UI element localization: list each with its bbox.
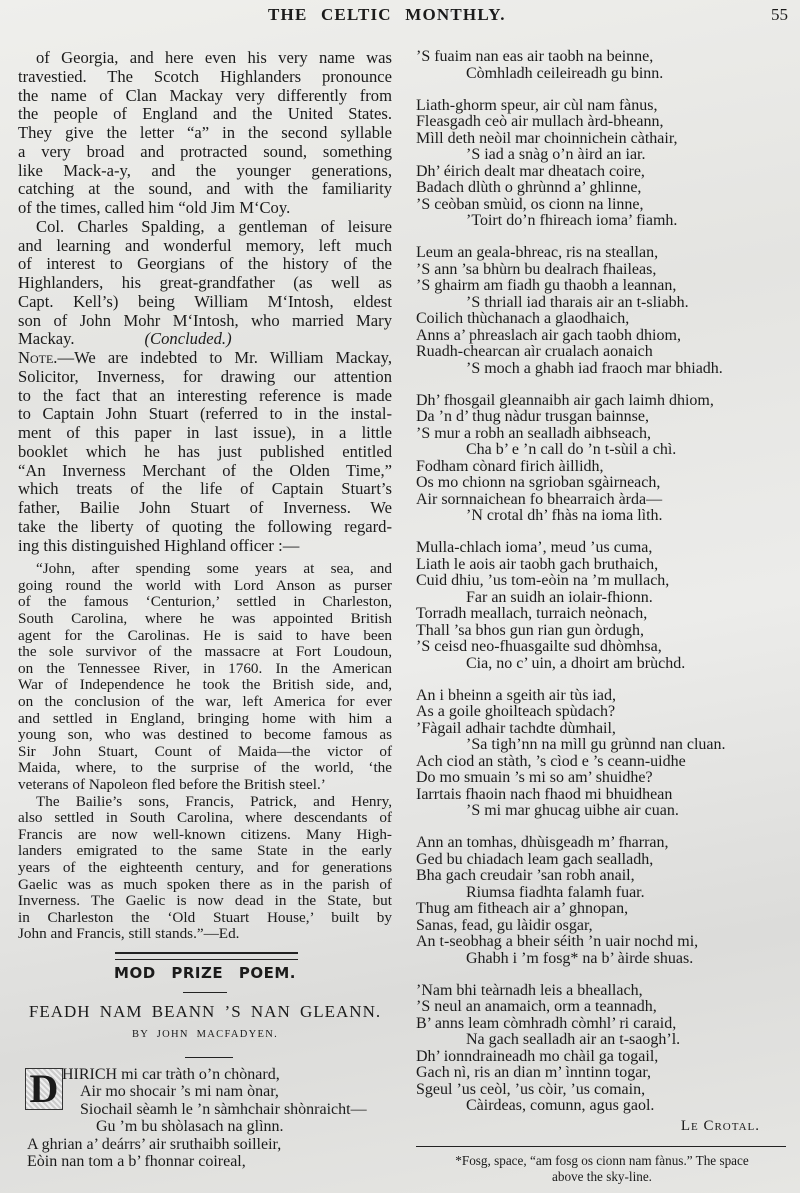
poem-line: Thall ’sa bhos gun rian gun òrdugh, [416, 621, 644, 639]
text-line: landers emigrated to the same State in the early [18, 842, 392, 860]
text-span: booklet which he has just published entitled [18, 441, 392, 461]
left-column-article [18, 49, 392, 943]
text-line [18, 499, 392, 518]
poem-line: ’N crotal dh’ fhàs na ioma lìth. [466, 507, 663, 524]
text-span: take the liberty of quoting the following regard- [18, 516, 392, 536]
poem-line: Ruadh-chearcan aìr crualach aonaich [416, 343, 653, 360]
text-line [18, 105, 392, 124]
text-span: Mackay. [18, 329, 75, 349]
poem-line: A ghrian a’ deárrs’ air sruthaibh soilleir, [27, 1135, 282, 1153]
text-line [18, 443, 392, 462]
byline-rule [185, 1057, 233, 1058]
text-line: John and Francis, still stands.”—Ed. [18, 925, 240, 943]
poem-line: ’Sa tigh’nn na mìll gu grùnnd nan cluan. [466, 736, 726, 753]
text-span: to Captain John Stuart (referred to in the instal- [18, 404, 392, 424]
text-line: The Bailie’s sons, Francis, Patrick, and Henry, [36, 792, 392, 810]
poem-stanza [416, 393, 788, 525]
poem-line: ’S ceisd neo-fhuasgailte sud dhòmhsa, [416, 638, 662, 655]
text-line [18, 87, 392, 106]
text-line [18, 405, 392, 424]
text-line: veterans of Napoleon fled before the British steel.’ [18, 775, 326, 793]
poem-line: ’S iad a snàg o’n àird an iar. [466, 146, 646, 163]
poem-stanza [416, 245, 788, 377]
poem-line: B’ anns leam còmhradh còmhl’ ri caraid, [416, 1014, 677, 1032]
poem-line: ’S mur a robh an sealladh aibhseach, [416, 424, 652, 442]
text-span: like Mack-a-y, and the younger generations, [18, 160, 392, 180]
poem-line: Liath-ghorm speur, air cùl nam fànus, [416, 96, 658, 114]
paragraph [18, 218, 392, 349]
text-line [18, 237, 392, 256]
concluded-note: (Concluded.) [144, 329, 232, 349]
right-column-poem [416, 49, 788, 1185]
text-span: father, Bailie John Stuart of Inverness. We [18, 498, 392, 517]
text-line [18, 368, 392, 387]
poem-line: Air mo shocair ’s mi nam ònar, [80, 1083, 279, 1101]
poem-line: Thug am fitheach air a’ ghnopan, [416, 900, 629, 917]
poem-stanza [416, 688, 788, 820]
text-line: years of the eighteenth century, and for generations [18, 858, 392, 876]
text-line: and settled in England, bringing home with him a [18, 709, 392, 727]
text-line [18, 424, 392, 443]
poem-left-lines [27, 1066, 397, 1170]
text-span: Solicitor, Inverness, for drawing our attention [18, 366, 392, 386]
section-divider [115, 952, 298, 960]
poem-line: As a goile ghoilteach spùdach? [416, 703, 616, 720]
poem-line: Gu ’m bu shòlasach na glìnn. [96, 1118, 284, 1136]
paragraph [18, 349, 392, 555]
poem-line: ’S ceòban smùid, os cionn na linne, [416, 195, 644, 213]
poem-line: Bha gach creudair ’san robh anail, [416, 867, 635, 884]
text-span: the name of Clan Mackay very differently from [18, 85, 392, 105]
poem-byline: BY JOHN MACFADYEN. [131, 1029, 279, 1040]
text-line [18, 162, 392, 181]
poem-line: Iarrtais fhaoin nach fhaod mi bhuidhean [416, 785, 673, 803]
poem-line: Gach nì, ris an dian m’ ìnntinn togar, [416, 1064, 652, 1081]
poem-line: Liath le aois air taobh gach bruthaich, [416, 555, 659, 573]
text-span: ment of this paper in last issue), in a little [18, 423, 392, 442]
text-line [18, 49, 392, 68]
poem-line: ’S neul an anamaich, orm a teannadh, [416, 998, 657, 1015]
poem-line: Dh’ ionndraineadh mo chàil ga togail, [416, 1047, 659, 1065]
poem-line: Far an suidh an iolair-fhionn. [466, 588, 653, 606]
poem-line: ’S thriall iad tharais air an t-sliabh. [466, 293, 689, 311]
poem-line: Dh’ fhosgail gleannaibh air gach laimh dhiom, [416, 391, 714, 409]
poem-line: ’S moch a ghabh iad fraoch mar bhiadh. [466, 359, 723, 377]
poem-line: ’S ghairm am fiadh gu thaobh a leannan, [416, 277, 677, 294]
poem-stanza [416, 983, 788, 1115]
poem-line: ’S mi mar ghucag uibhe air cuan. [466, 802, 679, 819]
poem-signature: Le Crotal. [680, 1118, 760, 1134]
text-line [18, 312, 392, 331]
footnote-line: above the sky-line. [552, 1169, 652, 1184]
text-line [18, 124, 392, 143]
footnote-rule [416, 1146, 786, 1147]
text-span: the people of England and the United States. [18, 104, 392, 124]
text-line [18, 462, 392, 481]
poem-stanza [416, 49, 788, 82]
poem-line: Fodham cònard firich àillidh, [416, 457, 604, 475]
poem-line: Fleasgadh ceò air mullach àrd-bheann, [416, 113, 664, 130]
poem-line: Sgeul ’us ceòl, ’us còir, ’us comain, [416, 1080, 646, 1098]
text-line [18, 518, 392, 537]
poem-line: Cia, no c’ uin, a dhoirt am brùchd. [466, 654, 686, 672]
poem-line: Eòin nan tom a b’ fhonnar coireal, [27, 1152, 246, 1170]
poem-line: Riumsa fiadhta falamh fuar. [466, 883, 645, 901]
poem-line: Coilich thùchanach a glaodhaich, [416, 310, 630, 327]
poem-line: Anns a’ phreaslach air gach taobh dhiom, [416, 326, 681, 344]
journal-title: THE CELTIC MONTHLY. [268, 5, 506, 24]
text-line: Inverness. The Gaelic is now dead in the State, but [18, 892, 392, 910]
text-line: South Carolina, where he was appointed British [18, 610, 392, 628]
poem-line: Mìll deth neòil mar choinnichein càthair, [416, 129, 678, 147]
poem-line: Cha b’ e ’n call do ’n t-sùil a chì. [466, 441, 677, 458]
poem-line: Ann an tomhas, dhùisgeadh m’ fharran, [416, 834, 669, 851]
text-line [18, 255, 392, 274]
text-span: of Georgia, and here even his very name was [36, 48, 392, 67]
text-span: They give the letter “a” in the second syllable [18, 123, 392, 142]
text-line: Gaelic was as much spoken there as in the parish of [18, 875, 392, 893]
section-title: MOD PRIZE POEM. [114, 964, 296, 982]
text-span: which treats of the life of Captain Stuart’s [18, 479, 392, 499]
poem-stanza [416, 540, 788, 672]
poem-line: Ach ciod an stàth, ’s cìod e ’s ceann-uidhe [416, 752, 686, 770]
poem-line: Ghabh i ’m fosg* na b’ àirde shuas. [466, 949, 694, 967]
text-line: the sole survivor of the massacre at Fort Loudoun, [18, 643, 392, 661]
poem-line: ’S fuaim nan eas air taobh na beinne, [416, 48, 654, 65]
text-span: catching at the sound, and with the familiarity [18, 179, 392, 199]
text-line [18, 274, 392, 293]
poem-stanza [416, 98, 788, 230]
poem-line: Air sornnaichean fo bhearraich àrda— [416, 490, 663, 508]
text-line [18, 218, 392, 237]
text-line [18, 330, 392, 349]
text-line: Maida, where, to the surprise of the world, ‘the [18, 759, 392, 777]
text-span: —We are indebted to Mr. William Mackay, [57, 348, 392, 367]
poem-line: Còmhladh ceileireadh gu binn. [466, 64, 664, 82]
poem-title: FEADH NAM BEANN ’S NAN GLEANN. [28, 1002, 382, 1021]
text-span: “An Inverness Merchant of the Olden Time,” [18, 460, 392, 480]
text-span: and learning and wonderful memory, left much [18, 235, 392, 255]
text-line: going round the world with Lord Anson as purser [18, 576, 392, 594]
page-number: 55 [771, 5, 788, 24]
text-line: on the Tennessee River, in 1760. In the American [18, 659, 392, 677]
text-line [18, 387, 392, 406]
poem-line: HIRICH mi car tràth o’n chònard, [62, 1066, 280, 1083]
poem-line: ’Fàgail adhair tachdte dùmhail, [416, 719, 616, 737]
poem-line: Dh’ éirich dealt mar dheatach coire, [416, 162, 645, 180]
footnote-line: *Fosg, space, “am fosg os cionn nam fànus.” The space [455, 1153, 749, 1168]
text-line: agent for the Carolinas. He is said to have been [18, 626, 392, 644]
poem-line: ’S ann ’sa bhùrn bu dealrach fhaileas, [416, 260, 657, 278]
text-line: young son, who was destined to become famous as [18, 726, 392, 744]
text-span: travestied. The Scotch Highlanders pronounce [18, 66, 392, 86]
poem-line: Leum an geala-bhreac, ris na steallan, [416, 244, 659, 261]
text-span: ing this distinguished Highland officer :— [18, 535, 300, 555]
text-line [18, 480, 392, 499]
poem-line: Da ’n d’ thug nàdur trusgan bainnse, [416, 408, 649, 425]
text-line [18, 68, 392, 87]
text-span: to the fact that an interesting reference is made [18, 385, 392, 405]
text-line: Francis are now well-known citizens. Many High- [18, 825, 392, 843]
ornamental-drop-cap: D [25, 1068, 63, 1110]
poem-stanza [416, 835, 788, 967]
paragraph [18, 49, 392, 218]
poem-line: Ged bu chiadach leam gach sealladh, [416, 850, 654, 868]
text-line [18, 180, 392, 199]
text-line [18, 199, 392, 218]
text-line: on the conclusion of the war, left America for ever [18, 693, 392, 710]
text-line: also settled in South Carolina, where descendants of [18, 809, 392, 827]
poem-line: An i bheinn a sgeith air tùs iad, [416, 686, 616, 704]
poem-line: Badach dlùth o ghrùnnd a’ ghlinne, [416, 179, 642, 196]
text-line: in Charleston the ‘Old Stuart House,’ built by [18, 908, 392, 926]
quoted-passage [18, 561, 392, 943]
text-span: Highlanders, his great-grandfather (as well as [18, 273, 392, 292]
text-span: son of John Mohr M‘Intosh, who married Mary [18, 310, 392, 330]
poem-line: ’Nam bhi teàrnadh leis a bheallach, [416, 981, 643, 999]
poem-line: Sanas, fead, gu làidir osgar, [416, 916, 593, 934]
poem-line: Na gach sealladh air an t-saogh’l. [466, 1031, 681, 1048]
running-header [0, 3, 800, 25]
poem-line: An t-seobhag a bheir séith ’n uair nochd mi, [416, 933, 699, 950]
note-label: Note. [18, 348, 58, 367]
text-line: “John, after spending some years at sea, and [36, 560, 392, 578]
text-span: Col. Charles Spalding, a gentleman of leisure [36, 216, 392, 236]
poem-line: Os mo chionn na sgrioban sgàirneach, [416, 474, 661, 491]
text-line [18, 143, 392, 162]
poem-line: Siochail sèamh le ’n sàmhchair shònraicht— [80, 1100, 367, 1118]
text-line [18, 293, 392, 312]
poem-line: Torradh meallach, turraich neònach, [416, 605, 648, 622]
text-line [18, 537, 392, 556]
title-rule [183, 992, 227, 993]
poem-line: Mulla-chlach ioma’, meud ’us cuma, [416, 539, 653, 556]
poem-line: Càirdeas, comunn, agus gaol. [466, 1097, 655, 1114]
text-span: of interest to Georgians of the history of the [18, 254, 392, 274]
text-line: of the famous ‘Centurion,’ settled in Charleston, [18, 593, 392, 611]
text-line: Sir John Stuart, Count of Maida—the victor of [18, 742, 392, 760]
poem-line: Cuid dhiu, ’us tom-eòin na ’m mullach, [416, 572, 670, 589]
text-line: War of Independence he took the British side, and, [18, 676, 392, 694]
text-line [18, 349, 392, 368]
text-span: a very broad and protracted sound, something [18, 141, 392, 161]
poem-line: Do mo smuain ’s mi so am’ shuidhe? [416, 769, 653, 786]
text-span: of the times, called him “old Jim M‘Coy. [18, 198, 291, 217]
poem-line: ’Toirt do’n fhireach ioma’ fiamh. [466, 212, 678, 229]
text-span: Capt. Kell’s) being William M‘Intosh, eldest [18, 291, 392, 311]
